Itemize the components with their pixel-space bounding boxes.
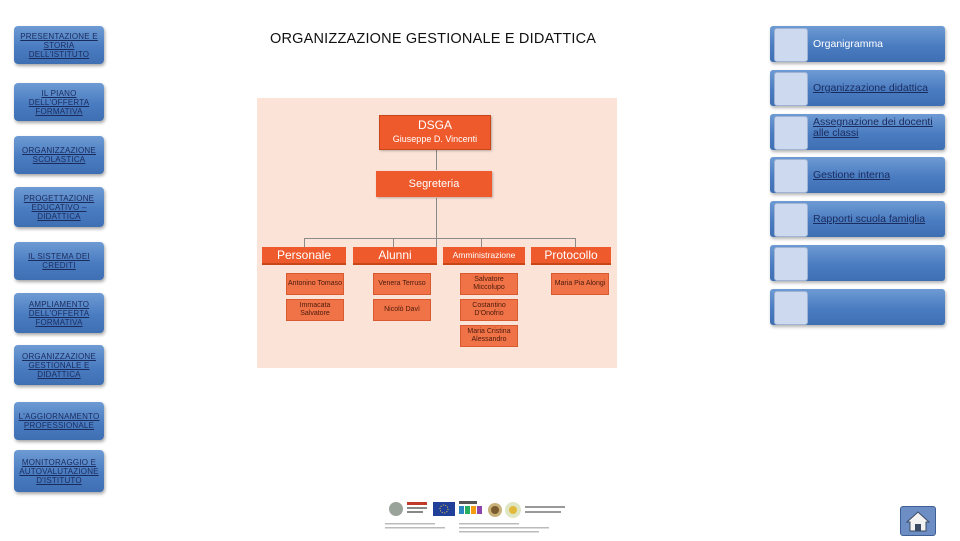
funding-logos	[385, 498, 575, 536]
menu-label: Gestione interna	[813, 168, 891, 181]
nav-label: L'AGGIORNAMENTO PROFESSIONALE	[18, 412, 100, 430]
menu-label: Organigramma	[813, 37, 884, 50]
menu-label	[813, 292, 941, 322]
dsga-title: DSGA	[417, 118, 452, 132]
logo-strip-graphic	[385, 498, 575, 536]
bullet-square	[774, 291, 808, 325]
nav-button-ampliamento[interactable]	[14, 293, 104, 333]
nav-label: PRESENTAZIONE E STORIA DELL'ISTITUTO	[20, 31, 98, 59]
nav-button-sistema-crediti[interactable]	[14, 242, 104, 280]
menu-label	[813, 248, 941, 278]
bullet-square	[774, 28, 808, 62]
bullet-square	[774, 159, 808, 193]
menu-organigramma[interactable]	[770, 26, 945, 62]
nav-label: IL PIANO DELL'OFFERTA FORMATIVA	[28, 88, 90, 116]
nav-button-monitoraggio[interactable]	[14, 450, 104, 492]
nav-button-progettazione[interactable]	[14, 187, 104, 227]
nav-button-aggiornamento[interactable]	[14, 402, 104, 440]
home-button[interactable]	[900, 506, 936, 536]
page-title: ORGANIZZAZIONE GESTIONALE E DIDATTICA	[270, 31, 597, 47]
nav-label: ORGANIZZAZIONE GESTIONALE E DIDATTICA	[22, 351, 96, 379]
org-chart	[257, 98, 617, 368]
category-alunni: Alunni	[353, 247, 437, 265]
person-box: Nicolò Davì	[373, 299, 431, 321]
person-box: Maria Pia Alongi	[551, 273, 609, 295]
bullet-square	[774, 72, 808, 106]
person-box: Costantino D'Onofrio	[460, 299, 518, 321]
bullet-square	[774, 116, 808, 150]
menu-label: Assegnazione dei docenti alle classi	[813, 116, 933, 139]
menu-label: Rapporti scuola famiglia	[813, 212, 926, 225]
nav-button-organizzazione-scolastica[interactable]	[14, 136, 104, 174]
bullet-square	[774, 203, 808, 237]
bullet-square	[774, 247, 808, 281]
connector-line	[304, 238, 575, 239]
emblem-logo	[389, 502, 403, 516]
menu-empty-2[interactable]	[770, 289, 945, 325]
dsga-box	[379, 115, 491, 150]
menu-gestione-interna[interactable]	[770, 157, 945, 193]
home-icon	[901, 507, 935, 535]
segreteria-box: Segreteria	[376, 171, 492, 197]
connector-line	[436, 148, 437, 170]
eu-flag-logo	[433, 502, 455, 516]
person-box: Salvatore Miccolupo	[460, 273, 518, 295]
menu-assegnazione-docenti[interactable]	[770, 114, 945, 150]
person-box: Immacata Salvatore	[286, 299, 344, 321]
nav-button-presentazione[interactable]	[14, 26, 104, 64]
category-amministrazione: Amministrazione	[443, 247, 525, 265]
nav-label: ORGANIZZAZIONE SCOLASTICA	[22, 146, 96, 164]
nav-label: MONITORAGGIO E AUTOVALUTAZIONE D'ISTITUTO	[19, 457, 99, 485]
nav-label: IL SISTEMA DEI CREDITI	[28, 252, 90, 270]
person-box: Maria Cristina Alessandro	[460, 325, 518, 347]
category-protocollo: Protocollo	[531, 247, 611, 265]
person-box: Venera Terruso	[373, 273, 431, 295]
nav-button-organizzazione-gestionale[interactable]	[14, 345, 104, 385]
category-personale: Personale	[262, 247, 346, 265]
connector-line	[436, 198, 437, 248]
menu-label: Organizzazione didattica	[813, 81, 928, 94]
menu-organizzazione-didattica[interactable]	[770, 70, 945, 106]
menu-empty-1[interactable]	[770, 245, 945, 281]
dsga-name: Giuseppe D. Vincenti	[392, 134, 478, 144]
nav-button-piano-offerta[interactable]	[14, 83, 104, 121]
person-box: Antonino Tomaso	[286, 273, 344, 295]
pon-logo	[459, 506, 464, 514]
nav-label: AMPLIAMENTO DELL'OFFERTA FORMATIVA	[28, 299, 90, 327]
nav-label: PROGETTAZIONE EDUCATIVO – DIDATTICA	[23, 193, 95, 221]
menu-rapporti-scuola-famiglia[interactable]	[770, 201, 945, 237]
